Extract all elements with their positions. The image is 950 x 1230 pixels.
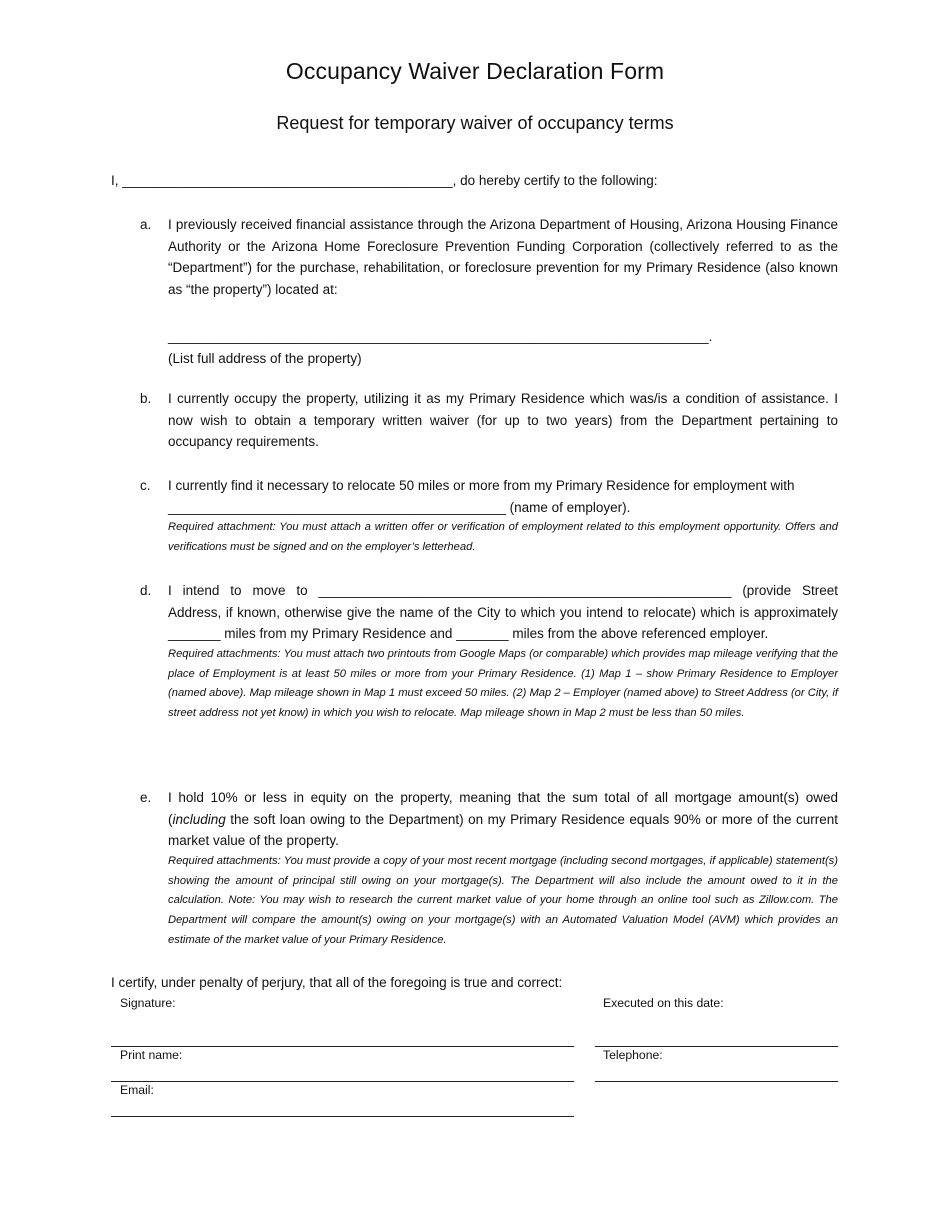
date-line[interactable] — [595, 1046, 838, 1047]
print-name-line[interactable] — [111, 1081, 574, 1082]
item-c-note: Required attachment: You must attach a written offer or verification of employment related to this employment opportunity. Offers and verifications must be signed and on the employer’s letterhead. — [168, 521, 838, 553]
email-line[interactable] — [111, 1116, 574, 1117]
form-subtitle: Request for temporary waiver of occupancy terms — [276, 113, 674, 133]
date-label: Executed on this date: — [603, 996, 724, 1010]
item-d-note: Required attachments: You must attach two printouts from Google Maps (or comparable) which provides map mileage verifying that the place of Employment is at least 50 miles or more from your Primary Residence. (1) Map 1 – show Primary Residence to Employer (named above). Map mileage shown in Map 1 must exceed 50 miles. (2) Map 2 – Employer (named above) to Street Address (or City, if street address not yet know) in which you wish to relocate. Map mileage shown in Map 2 must be less than 50 miles. — [168, 647, 838, 720]
email-label: Email: — [120, 1083, 154, 1097]
item-b-text: I currently occupy the property, utilizing it as my Primary Residence which was/is a condition of assistance. I now wish to obtain a temporary written waiver (for up to two years) from the Department pertaining to occupancy requirements. — [168, 391, 838, 450]
item-e — [111, 787, 838, 951]
item-a-text: I previously received financial assistance through the Arizona Department of Housing, Arizona Housing Finance Authority or the Arizona Home Foreclosure Prevention Funding Corporation (collectively referred to as the “Department”) for the purchase, rehabilitation, or foreclosure prevention for my Primary Residence (also known as “the property”) located at: — [168, 217, 838, 297]
item-e-emphasis: including — [172, 811, 226, 827]
telephone-line[interactable] — [595, 1081, 838, 1082]
signature-line[interactable] — [111, 1046, 574, 1047]
employer-name-line[interactable]: _____________________________________________ (name of employer). — [168, 499, 631, 515]
certification-statement: I certify, under penalty of perjury, that all of the foregoing is true and correct: — [111, 975, 563, 990]
item-e-text-before: I hold 10% or less in equity on the property, meaning that the sum total of all mortgage amount(s) owed ( — [168, 790, 838, 827]
item-letter: e. — [140, 790, 152, 805]
item-c — [111, 475, 838, 558]
property-address-caption: (List full address of the property) — [168, 350, 362, 366]
certifier-name-line[interactable]: I, ____________________________________________, do hereby certify to the following: — [111, 173, 658, 188]
item-letter: d. — [140, 583, 152, 598]
item-letter: b. — [140, 391, 152, 406]
item-letter: c. — [140, 478, 151, 493]
item-e-note: Required attachments: You must provide a copy of your most recent mortgage (including second mortgages, if applicable) statement(s) showing the amount of principal still owing on your mortgage(s). The Department will also include the amount owed to it in the calculation. Note: You may wish to research the current market value of your home through an online tool such as Zillow.com. The Department will compare the amount(s) owing on your mortgage(s) with an Automated Valuation Model (AVM) which provides an estimate of the market value of your Primary Residence. — [168, 854, 838, 946]
item-c-text: I currently find it necessary to relocate 50 miles or more from my Primary Residence for employment with — [168, 478, 795, 493]
print-name-label: Print name: — [120, 1048, 183, 1062]
item-d — [111, 580, 838, 724]
property-address-line[interactable]: ________________________________________________________________________. — [168, 329, 713, 345]
item-e-text-after: the soft loan owing to the Department) on my Primary Residence equals 90% or more of the current market value of the property. — [168, 811, 838, 849]
form-title: Occupancy Waiver Declaration Form — [285, 58, 665, 84]
item-d-text[interactable]: I intend to move to _______________________________________________________ (provide Street Address, if known, otherwise give the name of the City to which you intend to relocate) which is approximately _______ miles from my Primary Residence and _______ miles from the above referenced employer. — [168, 583, 838, 642]
item-e-text — [168, 787, 838, 852]
item-letter: a. — [140, 217, 152, 232]
item-a — [111, 214, 838, 370]
signature-label: Signature: — [120, 996, 176, 1010]
telephone-label: Telephone: — [603, 1048, 663, 1062]
item-b — [111, 388, 838, 453]
